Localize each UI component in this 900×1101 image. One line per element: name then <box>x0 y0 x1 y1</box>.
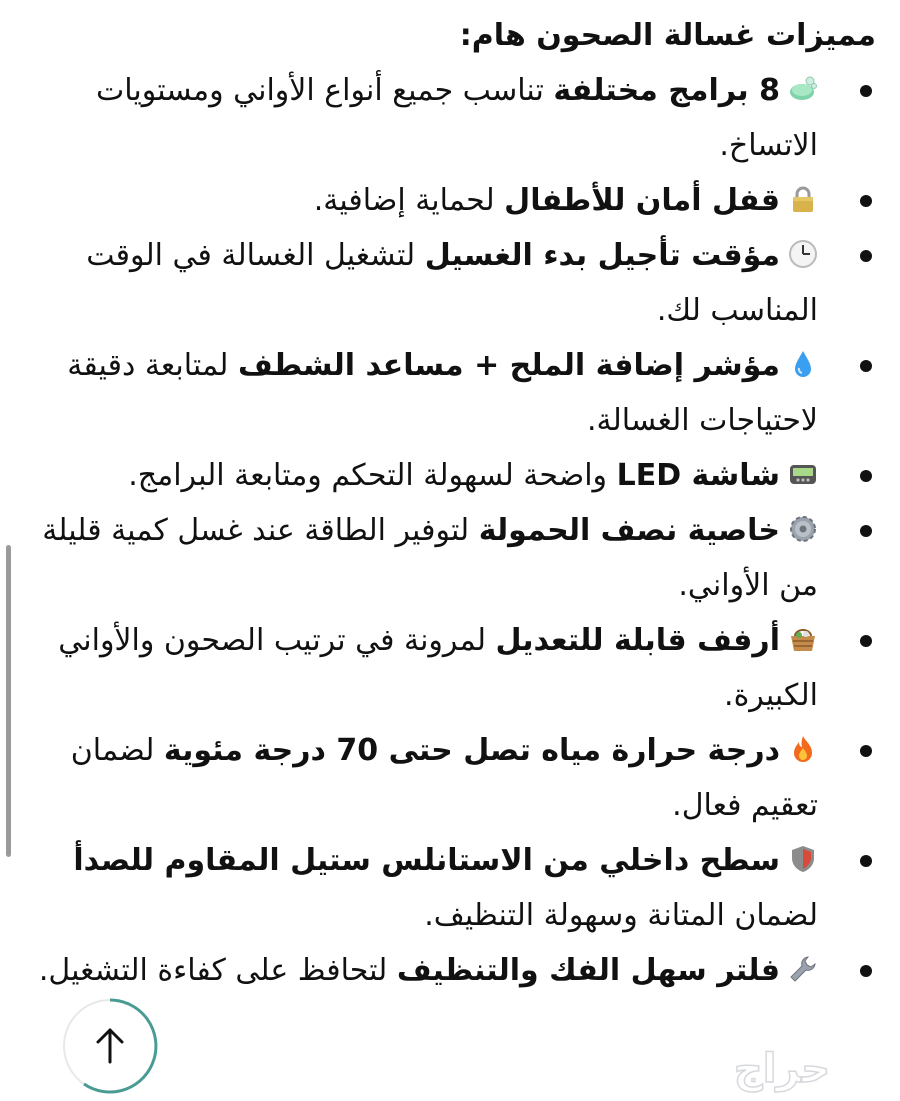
feature-title: شاشة LED <box>616 458 780 493</box>
fire-icon <box>788 734 818 764</box>
features-list <box>24 63 876 998</box>
soap-icon <box>788 74 818 104</box>
feature-description: لحماية إضافية. <box>313 183 505 218</box>
feature-title: فلتر سهل الفك والتنظيف <box>396 953 780 988</box>
feature-title: أرفف قابلة للتعديل <box>495 623 780 658</box>
wrench-icon <box>788 954 818 984</box>
feature-title: خاصية نصف الحمولة <box>478 513 780 548</box>
list-item <box>24 338 876 448</box>
pager-icon <box>788 459 818 489</box>
feature-title: مؤشر إضافة الملح + مساعد الشطف <box>237 348 780 383</box>
lock-icon <box>788 184 818 214</box>
scrollbar[interactable] <box>6 545 11 857</box>
arrow-up-icon <box>62 998 158 1094</box>
feature-title: سطح داخلي من الاستانلس ستيل المقاوم للصدأ <box>73 843 780 878</box>
feature-title: قفل أمان للأطفال <box>504 183 780 218</box>
feature-title: 8 برامج مختلفة <box>553 73 780 108</box>
gear-icon <box>788 514 818 544</box>
site-watermark-logo <box>672 1040 892 1096</box>
droplet-icon <box>788 349 818 379</box>
list-item <box>24 228 876 338</box>
feature-description: تناسب جميع أنواع الأواني ومستويات الاتساخ. <box>95 73 818 163</box>
shield-icon <box>788 844 818 874</box>
features-heading: مميزات غسالة الصحون هام: <box>459 18 876 53</box>
list-item <box>24 173 876 228</box>
list-item <box>24 613 876 723</box>
feature-description: لمتابعة دقيقة لاحتياجات الغسالة. <box>67 348 818 438</box>
clock-icon <box>788 239 818 269</box>
list-item <box>24 833 876 943</box>
list-item <box>24 503 876 613</box>
list-item <box>24 943 876 998</box>
feature-description: واضحة لسهولة التحكم ومتابعة البرامج. <box>128 458 617 493</box>
post-content <box>24 8 876 998</box>
list-item <box>24 448 876 503</box>
feature-description: لضمان تعقيم فعال. <box>70 733 818 823</box>
feature-title: درجة حرارة مياه تصل حتى 70 درجة مئوية <box>163 733 780 768</box>
feature-description: لتشغيل الغسالة في الوقت المناسب لك. <box>86 238 818 328</box>
feature-description: لتوفير الطاقة عند غسل كمية قليلة من الأواني. <box>42 513 818 603</box>
feature-title: مؤقت تأجيل بدء الغسيل <box>424 238 780 273</box>
feature-description: لتحافظ على كفاءة التشغيل. <box>38 953 397 988</box>
basket-icon <box>788 624 818 654</box>
scroll-to-top-button[interactable] <box>62 998 158 1094</box>
list-item <box>24 63 876 173</box>
svg-text:حراج: حراج <box>733 1046 831 1092</box>
feature-description: لضمان المتانة وسهولة التنظيف. <box>424 898 818 933</box>
feature-description: لمرونة في ترتيب الصحون والأواني الكبيرة. <box>58 623 818 713</box>
list-item <box>24 723 876 833</box>
